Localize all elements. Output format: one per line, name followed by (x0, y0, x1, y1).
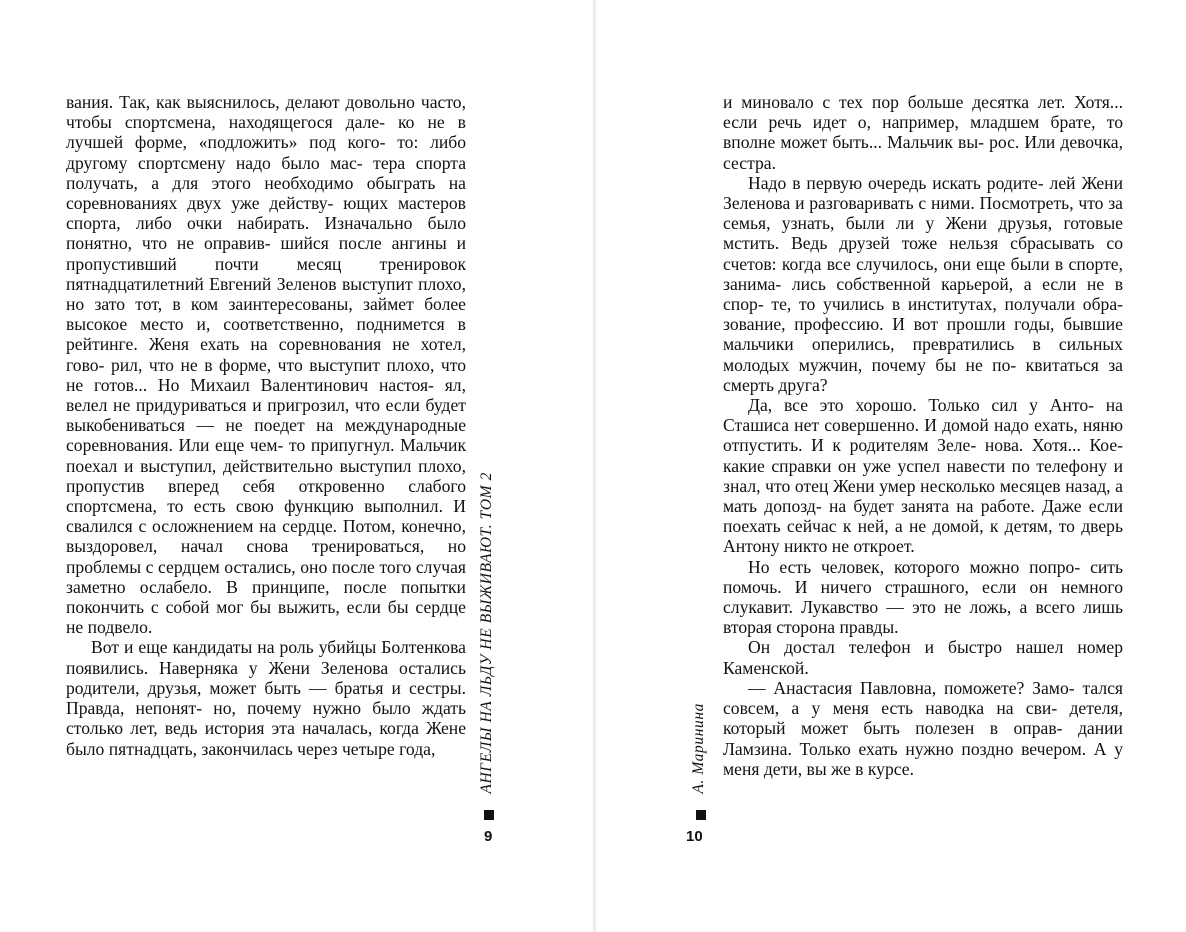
paragraph: Но есть человек, которого можно попро- сить помочь. И ничего страшного, если он немного слукавит. Лукавство — это не ложь, а всего лишь вторая сторона правды. (723, 556, 1123, 638)
page-number: 10 (686, 828, 703, 845)
square-bullet-icon (696, 810, 706, 820)
paragraph: Вот и еще кандидаты на роль убийцы Болтенкова появились. Наверняка у Жени Зеленова остались родители, друзья, может быть — братья и сестры. Правда, непонят- но, почему нужно было ждать столько лет, ведь история эта началась, когда Жене было пятнадцать, закончилась через четыре года, (66, 637, 467, 759)
page-number: 9 (484, 828, 493, 845)
running-head: А. Маринина (690, 703, 707, 794)
side-column (478, 440, 500, 820)
paragraph: вания. Так, как выяснилось, делают довольно часто, чтобы спортсмена, находящегося дале- ко не в лучшей форме, «подложить» под кого- то: либо другому спортсмену надо было мас- тера спорта получать, а для этого необходимо обыграть на соревнованиях двух уже действу- ющих мастеров спорта, либо очки набирать. Изначально было понятно, что не оправив- шийся после ангины и пропустивший почти месяц тренировок пятнадцатилетний Евгений Зеленов выступит плохо, но зато тот, в ком заинтересованы, займет более высокое место и, соответственно, поднимется в рейтинге. Женя ехать на соревнования не хотел, гово- рил, что не в форме, что выступит плохо, что не готов... Но Михаил Валентинович настоя- ял, велел не придуриваться и пригрозил, что если будет выкобениваться — не поедет на международные соревнования. Или еще чем- то припугнул. Мальчик поехал и выступил, действительно выступил плохо, пропустив вперед себя откровенно слабого спортсмена, то есть свою функцию выполнил. И свалился с осложнением на сердце. Потом, конечно, выздоровел, начал снова тренироваться, но проблемы с сердцем остались, оно после того случая заметно ослабело. В принципе, после попытки покончить с собой мог бы выжить, если бы сердце не подвело. (66, 92, 467, 638)
body-text (723, 92, 1123, 779)
right-page (596, 0, 1186, 932)
paragraph: Надо в первую очередь искать родите- лей Жени Зеленова и разговаривать с ними. Посмотреть, что за семья, узнать, были ли у Жени друзья, готовые мстить. Ведь друзей тоже нельзя сбрасывать со счетов: когда все случилось, они еще были в спорте, занима- лись собственной карьерой, а если не в спор- те, то учились в институтах, получали обра- зование, профессию. И вот прошли годы, бывшие мальчики оперились, превратились в сильных молодых мужчин, почему бы не по- квитаться за смерть друга? (723, 172, 1124, 395)
paragraph: Он достал телефон и быстро нашел номер Каменской. (723, 637, 1123, 678)
side-column (690, 688, 712, 820)
paragraph: Да, все это хорошо. Только сил у Анто- на Сташиса нет совершенно. И домой надо ехать, няню отпустить. И к родителям Зеле- нова. Хотя... Кое-какие справки он уже успел навести по телефону и знал, что отец Жени умер несколько месяцев назад, а мать допозд- на будет занята на работе. Даже если поехать сейчас к ней, а не домой, к детям, то дверь Антону никто не откроет. (723, 395, 1123, 557)
running-head: АНГЕЛЫ НА ЛЬДУ НЕ ВЫЖИВАЮТ. ТОМ 2 (478, 472, 495, 794)
paragraph: и миновало с тех пор больше десятка лет. Хотя... если речь идет о, например, младшем брате, то вполне может быть... Мальчик вы- рос. Или девочка, сестра. (723, 92, 1124, 173)
square-bullet-icon (484, 810, 494, 820)
body-text (66, 92, 466, 759)
paragraph: — Анастасия Павловна, поможете? Замо- тался совсем, а у меня есть наводка на сви- детеля, который может быть полезен в оправ- дании Ламзина. Только ехать нужно поздно вечером. А у меня дети, вы же в курсе. (723, 677, 1124, 779)
